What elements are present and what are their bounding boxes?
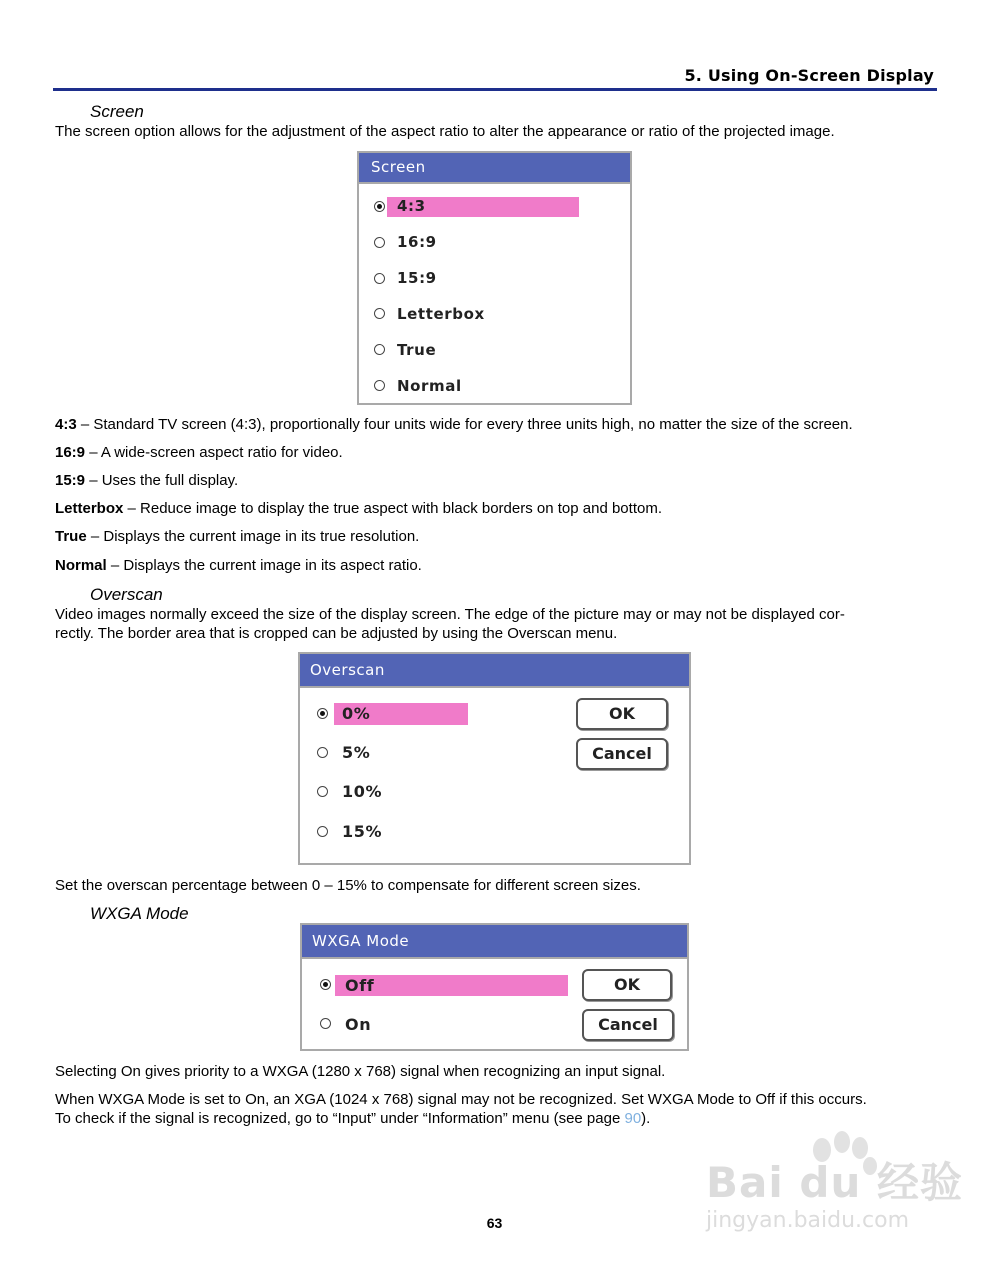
wxga-dialog bbox=[300, 923, 689, 1051]
wxga-note-1: Selecting On gives priority to a WXGA (1280 x 768) signal when recognizing an input signal. bbox=[55, 1063, 666, 1080]
chapter-title: 5. Using On-Screen Display bbox=[684, 66, 934, 85]
option-16-9[interactable]: 16:9 bbox=[397, 233, 437, 251]
option-on[interactable]: On bbox=[345, 1015, 372, 1034]
wxga-dialog-title: WXGA Mode bbox=[302, 925, 687, 959]
header-rule bbox=[53, 88, 937, 91]
radio-off[interactable] bbox=[320, 979, 331, 990]
radio-15-9[interactable] bbox=[374, 273, 385, 284]
option-15-percent[interactable]: 15% bbox=[342, 822, 383, 841]
radio-4-3[interactable] bbox=[374, 201, 385, 212]
watermark-url: jingyan.baidu.com bbox=[706, 1208, 910, 1233]
screen-intro: The screen option allows for the adjustment of the aspect ratio to alter the appearance or ratio of the projected image. bbox=[55, 123, 835, 140]
option-normal[interactable]: Normal bbox=[397, 377, 462, 395]
radio-letterbox[interactable] bbox=[374, 308, 385, 319]
overscan-dialog bbox=[298, 652, 691, 865]
option-true[interactable]: True bbox=[397, 341, 437, 359]
radio-normal[interactable] bbox=[374, 380, 385, 391]
section-heading-overscan: Overscan bbox=[90, 585, 163, 604]
cancel-button[interactable]: Cancel bbox=[582, 1009, 674, 1041]
radio-true[interactable] bbox=[374, 344, 385, 355]
overscan-dialog-title: Overscan bbox=[300, 654, 689, 688]
option-0-percent[interactable]: 0% bbox=[342, 704, 371, 723]
radio-5-percent[interactable] bbox=[317, 747, 328, 758]
definition-15-9: 15:9 – Uses the full display. bbox=[55, 472, 239, 489]
option-5-percent[interactable]: 5% bbox=[342, 743, 371, 762]
watermark-text: Bai du 经验 bbox=[706, 1158, 963, 1207]
page-link[interactable]: 90 bbox=[624, 1110, 642, 1127]
overscan-intro-line2: rectly. The border area that is cropped can be adjusted by using the Overscan menu. bbox=[55, 625, 618, 642]
option-4-3[interactable]: 4:3 bbox=[397, 197, 426, 215]
screen-dialog bbox=[357, 151, 632, 405]
wxga-note-2-line1: When WXGA Mode is set to On, an XGA (1024 x 768) signal may not be recognized. Set WXGA Mode to Off if this occurs. bbox=[55, 1091, 867, 1108]
radio-16-9[interactable] bbox=[374, 237, 385, 248]
option-off[interactable]: Off bbox=[345, 976, 375, 995]
radio-0-percent[interactable] bbox=[317, 708, 328, 719]
ok-button[interactable]: OK bbox=[582, 969, 672, 1001]
overscan-note: Set the overscan percentage between 0 – 15% to compensate for different screen sizes. bbox=[55, 877, 641, 894]
definition-letterbox: Letterbox – Reduce image to display the true aspect with black borders on top and bottom. bbox=[55, 500, 662, 517]
section-heading-wxga: WXGA Mode bbox=[90, 904, 189, 923]
definition-4-3: 4:3 – Standard TV screen (4:3), proportionally four units wide for every three units high, no matter the size of the screen. bbox=[55, 416, 853, 433]
wxga-note-2-line2: To check if the signal is recognized, go to “Input” under “Information” menu (see page 90). bbox=[55, 1110, 651, 1127]
page-number: 63 bbox=[486, 1215, 503, 1231]
option-letterbox[interactable]: Letterbox bbox=[397, 305, 485, 323]
radio-10-percent[interactable] bbox=[317, 786, 328, 797]
ok-button[interactable]: OK bbox=[576, 698, 668, 730]
section-heading-screen: Screen bbox=[90, 102, 144, 121]
option-10-percent[interactable]: 10% bbox=[342, 782, 383, 801]
option-15-9[interactable]: 15:9 bbox=[397, 269, 437, 287]
radio-on[interactable] bbox=[320, 1018, 331, 1029]
cancel-button[interactable]: Cancel bbox=[576, 738, 668, 770]
radio-15-percent[interactable] bbox=[317, 826, 328, 837]
definition-normal: Normal – Displays the current image in its aspect ratio. bbox=[55, 557, 422, 574]
definition-16-9: 16:9 – A wide-screen aspect ratio for video. bbox=[55, 444, 343, 461]
screen-dialog-title: Screen bbox=[359, 153, 630, 184]
overscan-intro-line1: Video images normally exceed the size of the display screen. The edge of the picture may or may not be displayed cor- bbox=[55, 606, 845, 623]
definition-true: True – Displays the current image in its true resolution. bbox=[55, 528, 420, 545]
